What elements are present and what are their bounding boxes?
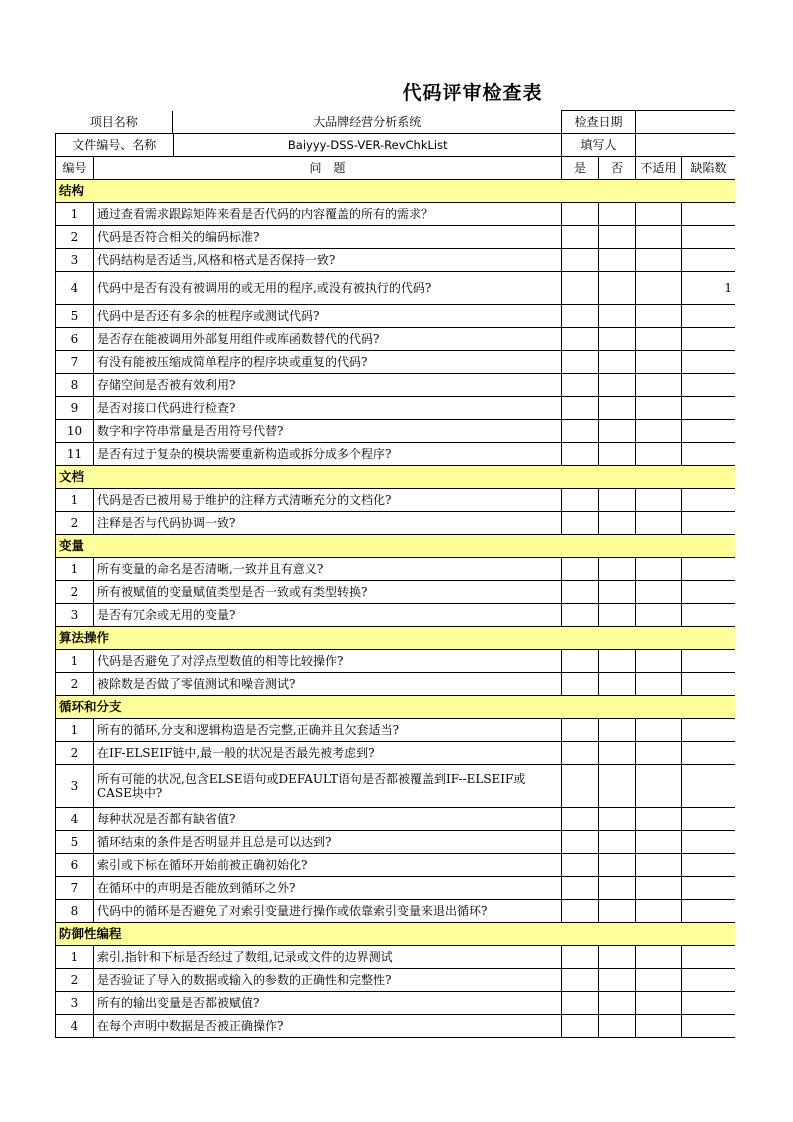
table-row — [56, 581, 736, 604]
item-question: 代码中的循环是否避免了对索引变量进行操作或依靠索引变量来退出循环? — [94, 900, 562, 923]
answer-yes-cell[interactable] — [562, 946, 599, 969]
defect-count-cell[interactable] — [682, 226, 735, 249]
answer-no-cell[interactable] — [599, 272, 636, 305]
answer-yes-cell[interactable] — [562, 765, 599, 808]
table-row — [56, 742, 736, 765]
item-number: 5 — [56, 831, 94, 854]
defect-count-cell[interactable] — [682, 765, 735, 808]
check-date-label: 检查日期 — [562, 111, 636, 134]
defect-count-cell[interactable] — [682, 877, 735, 900]
defect-count-cell[interactable] — [682, 1015, 735, 1038]
answer-na-cell[interactable] — [636, 808, 682, 831]
answer-no-cell[interactable] — [599, 305, 636, 328]
project-name-value[interactable]: 大品牌经营分析系统 — [173, 111, 562, 133]
filler-value[interactable] — [636, 134, 735, 157]
item-number: 3 — [56, 604, 94, 627]
item-question: 代码是否避免了对浮点型数值的相等比较操作? — [94, 650, 562, 673]
table-row — [56, 397, 736, 420]
answer-no-cell[interactable] — [599, 328, 636, 351]
item-number: 2 — [56, 742, 94, 765]
defect-count-cell[interactable] — [682, 305, 735, 328]
defect-count-cell[interactable] — [682, 831, 735, 854]
answer-yes-cell[interactable] — [562, 900, 599, 923]
file-id-value[interactable]: Baiyyy-DSS-VER-RevChkList — [173, 134, 562, 156]
answer-yes-cell[interactable] — [562, 489, 599, 512]
answer-no-cell[interactable] — [599, 351, 636, 374]
answer-no-cell[interactable] — [599, 877, 636, 900]
item-question: 是否验证了导入的数据或输入的参数的正确性和完整性? — [94, 969, 562, 992]
defect-count-cell[interactable] — [682, 742, 735, 765]
answer-na-cell[interactable] — [636, 969, 682, 992]
defect-count-cell[interactable] — [682, 512, 735, 535]
answer-no-cell[interactable] — [599, 831, 636, 854]
table-row — [56, 489, 736, 512]
answer-na-cell[interactable] — [636, 946, 682, 969]
table-row — [56, 604, 736, 627]
answer-na-cell[interactable] — [636, 249, 682, 272]
answer-yes-cell[interactable] — [562, 969, 599, 992]
item-question: 所有被赋值的变量赋值类型是否一致或有类型转换? — [94, 581, 562, 604]
table-row — [56, 351, 736, 374]
item-question: 循环结束的条件是否明显并且总是可以达到? — [94, 831, 562, 854]
section-title: 结构 — [56, 180, 736, 203]
item-question: 在循环中的声明是否能放到循环之外? — [94, 877, 562, 900]
item-number: 4 — [56, 808, 94, 831]
defect-count-cell[interactable] — [682, 443, 735, 466]
answer-no-cell[interactable] — [599, 742, 636, 765]
item-number: 1 — [56, 558, 94, 581]
item-question: 所有的循环,分支和逻辑构造是否完整,正确并且欠套适当? — [94, 719, 562, 742]
answer-no-cell[interactable] — [599, 558, 636, 581]
item-question: 是否存在能被调用外部复用组件或库函数替代的代码? — [94, 328, 562, 351]
item-question: 所有的输出变量是否都被赋值? — [94, 992, 562, 1015]
answer-yes-cell[interactable] — [562, 558, 599, 581]
answer-no-cell[interactable] — [599, 443, 636, 466]
answer-yes-cell[interactable] — [562, 1015, 599, 1038]
answer-no-cell[interactable] — [599, 226, 636, 249]
defect-count-cell[interactable] — [682, 581, 735, 604]
table-row — [56, 808, 736, 831]
answer-no-cell[interactable] — [599, 765, 636, 808]
defect-count-cell[interactable] — [682, 489, 735, 512]
item-number: 3 — [56, 992, 94, 1015]
checklist-sheet — [55, 110, 735, 1070]
defect-count-cell[interactable] — [682, 558, 735, 581]
answer-na-cell[interactable] — [636, 1015, 682, 1038]
answer-na-cell[interactable] — [636, 305, 682, 328]
item-number: 1 — [56, 719, 94, 742]
answer-yes-cell[interactable] — [562, 854, 599, 877]
page-title: 代码评审检查表 — [402, 82, 543, 104]
item-number: 6 — [56, 854, 94, 877]
table-row — [56, 900, 736, 923]
answer-yes-cell[interactable] — [562, 443, 599, 466]
item-question: 存储空间是否被有效利用? — [94, 374, 562, 397]
item-number: 10 — [56, 420, 94, 443]
answer-na-cell[interactable] — [636, 512, 682, 535]
defect-count-cell[interactable] — [682, 203, 735, 226]
item-number: 2 — [56, 581, 94, 604]
table-row — [56, 650, 736, 673]
answer-no-cell[interactable] — [599, 808, 636, 831]
answer-yes-cell[interactable] — [562, 512, 599, 535]
defect-count-cell[interactable] — [682, 969, 735, 992]
answer-yes-cell[interactable] — [562, 305, 599, 328]
table-row — [56, 1015, 736, 1038]
answer-yes-cell[interactable] — [562, 604, 599, 627]
defect-count-cell[interactable] — [682, 604, 735, 627]
answer-na-cell[interactable] — [636, 558, 682, 581]
table-row — [56, 249, 736, 272]
defect-count-cell[interactable] — [682, 673, 735, 696]
defect-count-cell[interactable] — [682, 900, 735, 923]
answer-yes-cell[interactable] — [562, 249, 599, 272]
section-title: 文档 — [56, 466, 736, 489]
table-row — [56, 969, 736, 992]
item-number: 4 — [56, 272, 94, 305]
section-title: 防御性编程 — [56, 923, 736, 946]
col-na-header: 不适用 — [636, 157, 682, 180]
answer-na-cell[interactable] — [636, 900, 682, 923]
item-number: 9 — [56, 397, 94, 420]
defect-count-cell[interactable] — [682, 808, 735, 831]
defect-count-cell[interactable] — [682, 719, 735, 742]
answer-na-cell[interactable] — [636, 272, 682, 305]
col-number-header: 编号 — [56, 157, 94, 180]
answer-yes-cell[interactable] — [562, 203, 599, 226]
answer-na-cell[interactable] — [636, 877, 682, 900]
answer-na-cell[interactable] — [636, 203, 682, 226]
item-question: 是否有冗余或无用的变量? — [94, 604, 562, 627]
answer-na-cell[interactable] — [636, 719, 682, 742]
table-row — [56, 203, 736, 226]
item-question: 有没有能被压缩成简单程序的程序块或重复的代码? — [94, 351, 562, 374]
answer-na-cell[interactable] — [636, 328, 682, 351]
defect-count-cell[interactable] — [682, 650, 735, 673]
item-question: 在IF-ELSEIF链中,最一般的状况是否最先被考虑到? — [94, 742, 562, 765]
answer-na-cell[interactable] — [636, 226, 682, 249]
answer-no-cell[interactable] — [599, 650, 636, 673]
defect-count-cell[interactable] — [682, 328, 735, 351]
table-row — [56, 719, 736, 742]
item-question: 是否有过于复杂的模块需要重新构造或拆分成多个程序? — [94, 443, 562, 466]
table-row — [56, 765, 736, 808]
answer-yes-cell[interactable] — [562, 374, 599, 397]
table-row — [56, 272, 736, 305]
answer-no-cell[interactable] — [599, 946, 636, 969]
answer-no-cell[interactable] — [599, 673, 636, 696]
answer-na-cell[interactable] — [636, 443, 682, 466]
item-number: 2 — [56, 226, 94, 249]
item-question: 在每个声明中数据是否被正确操作? — [94, 1015, 562, 1038]
item-number: 1 — [56, 650, 94, 673]
answer-na-cell[interactable] — [636, 604, 682, 627]
table-row — [56, 305, 736, 328]
item-number: 5 — [56, 305, 94, 328]
answer-na-cell[interactable] — [636, 854, 682, 877]
answer-no-cell[interactable] — [599, 992, 636, 1015]
table-row — [56, 673, 736, 696]
answer-na-cell[interactable] — [636, 374, 682, 397]
item-question: 所有变量的命名是否清晰,一致并且有意义? — [94, 558, 562, 581]
answer-no-cell[interactable] — [599, 397, 636, 420]
file-id-label: 文件编号、名称 — [56, 134, 173, 156]
section-header-algo — [56, 627, 736, 650]
item-question: 通过查看需求跟踪矩阵来看是否代码的内容覆盖的所有的需求？ — [94, 203, 562, 226]
answer-yes-cell[interactable] — [562, 673, 599, 696]
section-title: 循环和分支 — [56, 696, 736, 719]
answer-yes-cell[interactable] — [562, 328, 599, 351]
defect-count-cell[interactable]: 1 — [682, 272, 735, 305]
section-header-loops — [56, 696, 736, 719]
table-row — [56, 512, 736, 535]
col-yes-header: 是 — [562, 157, 599, 180]
answer-no-cell[interactable] — [599, 249, 636, 272]
answer-na-cell[interactable] — [636, 742, 682, 765]
table-row — [56, 946, 736, 969]
item-question: 代码中是否还有多余的桩程序或测试代码? — [94, 305, 562, 328]
answer-yes-cell[interactable] — [562, 581, 599, 604]
table-row — [56, 374, 736, 397]
answer-yes-cell[interactable] — [562, 992, 599, 1015]
answer-na-cell[interactable] — [636, 397, 682, 420]
defect-count-cell[interactable] — [682, 351, 735, 374]
item-number: 8 — [56, 374, 94, 397]
item-number: 6 — [56, 328, 94, 351]
item-number: 7 — [56, 877, 94, 900]
item-number: 8 — [56, 900, 94, 923]
defect-count-cell[interactable] — [682, 854, 735, 877]
item-number: 1 — [56, 203, 94, 226]
table-row — [56, 992, 736, 1015]
header-row-project — [56, 111, 736, 134]
item-number: 2 — [56, 512, 94, 535]
item-question: 每种状况是否都有缺省值? — [94, 808, 562, 831]
item-question: 是否对接口代码进行检查? — [94, 397, 562, 420]
answer-yes-cell[interactable] — [562, 808, 599, 831]
item-number: 11 — [56, 443, 94, 466]
defect-count-cell[interactable] — [682, 397, 735, 420]
answer-no-cell[interactable] — [599, 1015, 636, 1038]
answer-na-cell[interactable] — [636, 420, 682, 443]
answer-na-cell[interactable] — [636, 581, 682, 604]
item-number: 1 — [56, 946, 94, 969]
item-question: 注释是否与代码协调一致? — [94, 512, 562, 535]
table-row — [56, 420, 736, 443]
item-number: 2 — [56, 969, 94, 992]
item-number: 1 — [56, 489, 94, 512]
item-question: 代码是否符合相关的编码标准? — [94, 226, 562, 249]
answer-na-cell[interactable] — [636, 992, 682, 1015]
table-row — [56, 831, 736, 854]
answer-yes-cell[interactable] — [562, 272, 599, 305]
answer-no-cell[interactable] — [599, 203, 636, 226]
item-question: 代码是否已被用易于维护的注释方式清晰充分的文档化? — [94, 489, 562, 512]
table-row — [56, 558, 736, 581]
answer-na-cell[interactable] — [636, 489, 682, 512]
answer-yes-cell[interactable] — [562, 877, 599, 900]
item-question: 索引或下标在循环开始前被正确初始化? — [94, 854, 562, 877]
item-question: 所有可能的状况,包含ELSE语句或DEFAULT语句是否都被覆盖到IF--ELSEIF或CASE块中? — [94, 765, 562, 808]
section-title: 算法操作 — [56, 627, 736, 650]
checklist-table — [55, 110, 735, 1038]
answer-na-cell[interactable] — [636, 351, 682, 374]
item-question: 代码结构是否适当,风格和格式是否保持一致? — [94, 249, 562, 272]
item-number: 2 — [56, 673, 94, 696]
answer-no-cell[interactable] — [599, 854, 636, 877]
col-defects-header: 缺陷数 — [682, 157, 735, 180]
answer-na-cell[interactable] — [636, 765, 682, 808]
section-header-vars — [56, 535, 736, 558]
answer-no-cell[interactable] — [599, 374, 636, 397]
answer-na-cell[interactable] — [636, 650, 682, 673]
answer-no-cell[interactable] — [599, 969, 636, 992]
answer-yes-cell[interactable] — [562, 650, 599, 673]
header-row-file — [56, 134, 736, 157]
answer-yes-cell[interactable] — [562, 351, 599, 374]
section-header-docs — [56, 466, 736, 489]
table-row — [56, 226, 736, 249]
check-date-value[interactable] — [636, 111, 735, 134]
item-number: 3 — [56, 249, 94, 272]
table-row — [56, 877, 736, 900]
table-row — [56, 443, 736, 466]
table-row — [56, 328, 736, 351]
section-header-defensive — [56, 923, 736, 946]
item-question: 代码中是否有没有被调用的或无用的程序,或没有被执行的代码? — [94, 272, 562, 305]
answer-no-cell[interactable] — [599, 604, 636, 627]
answer-yes-cell[interactable] — [562, 226, 599, 249]
answer-no-cell[interactable] — [599, 420, 636, 443]
item-number: 4 — [56, 1015, 94, 1038]
column-header-row — [56, 157, 736, 180]
defect-count-cell[interactable] — [682, 946, 735, 969]
defect-count-cell[interactable] — [682, 420, 735, 443]
section-header-structure — [56, 180, 736, 203]
answer-na-cell[interactable] — [636, 673, 682, 696]
table-row — [56, 854, 736, 877]
section-title: 变量 — [56, 535, 736, 558]
answer-no-cell[interactable] — [599, 900, 636, 923]
answer-yes-cell[interactable] — [562, 831, 599, 854]
answer-no-cell[interactable] — [599, 489, 636, 512]
item-number: 3 — [56, 765, 94, 808]
filler-label: 填写人 — [562, 134, 636, 157]
item-question: 数字和字符串常量是否用符号代替? — [94, 420, 562, 443]
item-question: 被除数是否做了零值测试和噪音测试? — [94, 673, 562, 696]
col-question-header: 问 题 — [94, 157, 562, 180]
answer-yes-cell[interactable] — [562, 397, 599, 420]
col-no-header: 否 — [599, 157, 636, 180]
defect-count-cell[interactable] — [682, 992, 735, 1015]
defect-count-cell[interactable] — [682, 374, 735, 397]
answer-no-cell[interactable] — [599, 512, 636, 535]
answer-no-cell[interactable] — [599, 719, 636, 742]
answer-yes-cell[interactable] — [562, 719, 599, 742]
answer-yes-cell[interactable] — [562, 420, 599, 443]
answer-no-cell[interactable] — [599, 581, 636, 604]
item-number: 7 — [56, 351, 94, 374]
answer-na-cell[interactable] — [636, 831, 682, 854]
item-question: 索引,指针和下标是否经过了数组,记录或文件的边界测试 — [94, 946, 562, 969]
answer-yes-cell[interactable] — [562, 742, 599, 765]
project-name-label: 项目名称 — [56, 111, 173, 133]
defect-count-cell[interactable] — [682, 249, 735, 272]
